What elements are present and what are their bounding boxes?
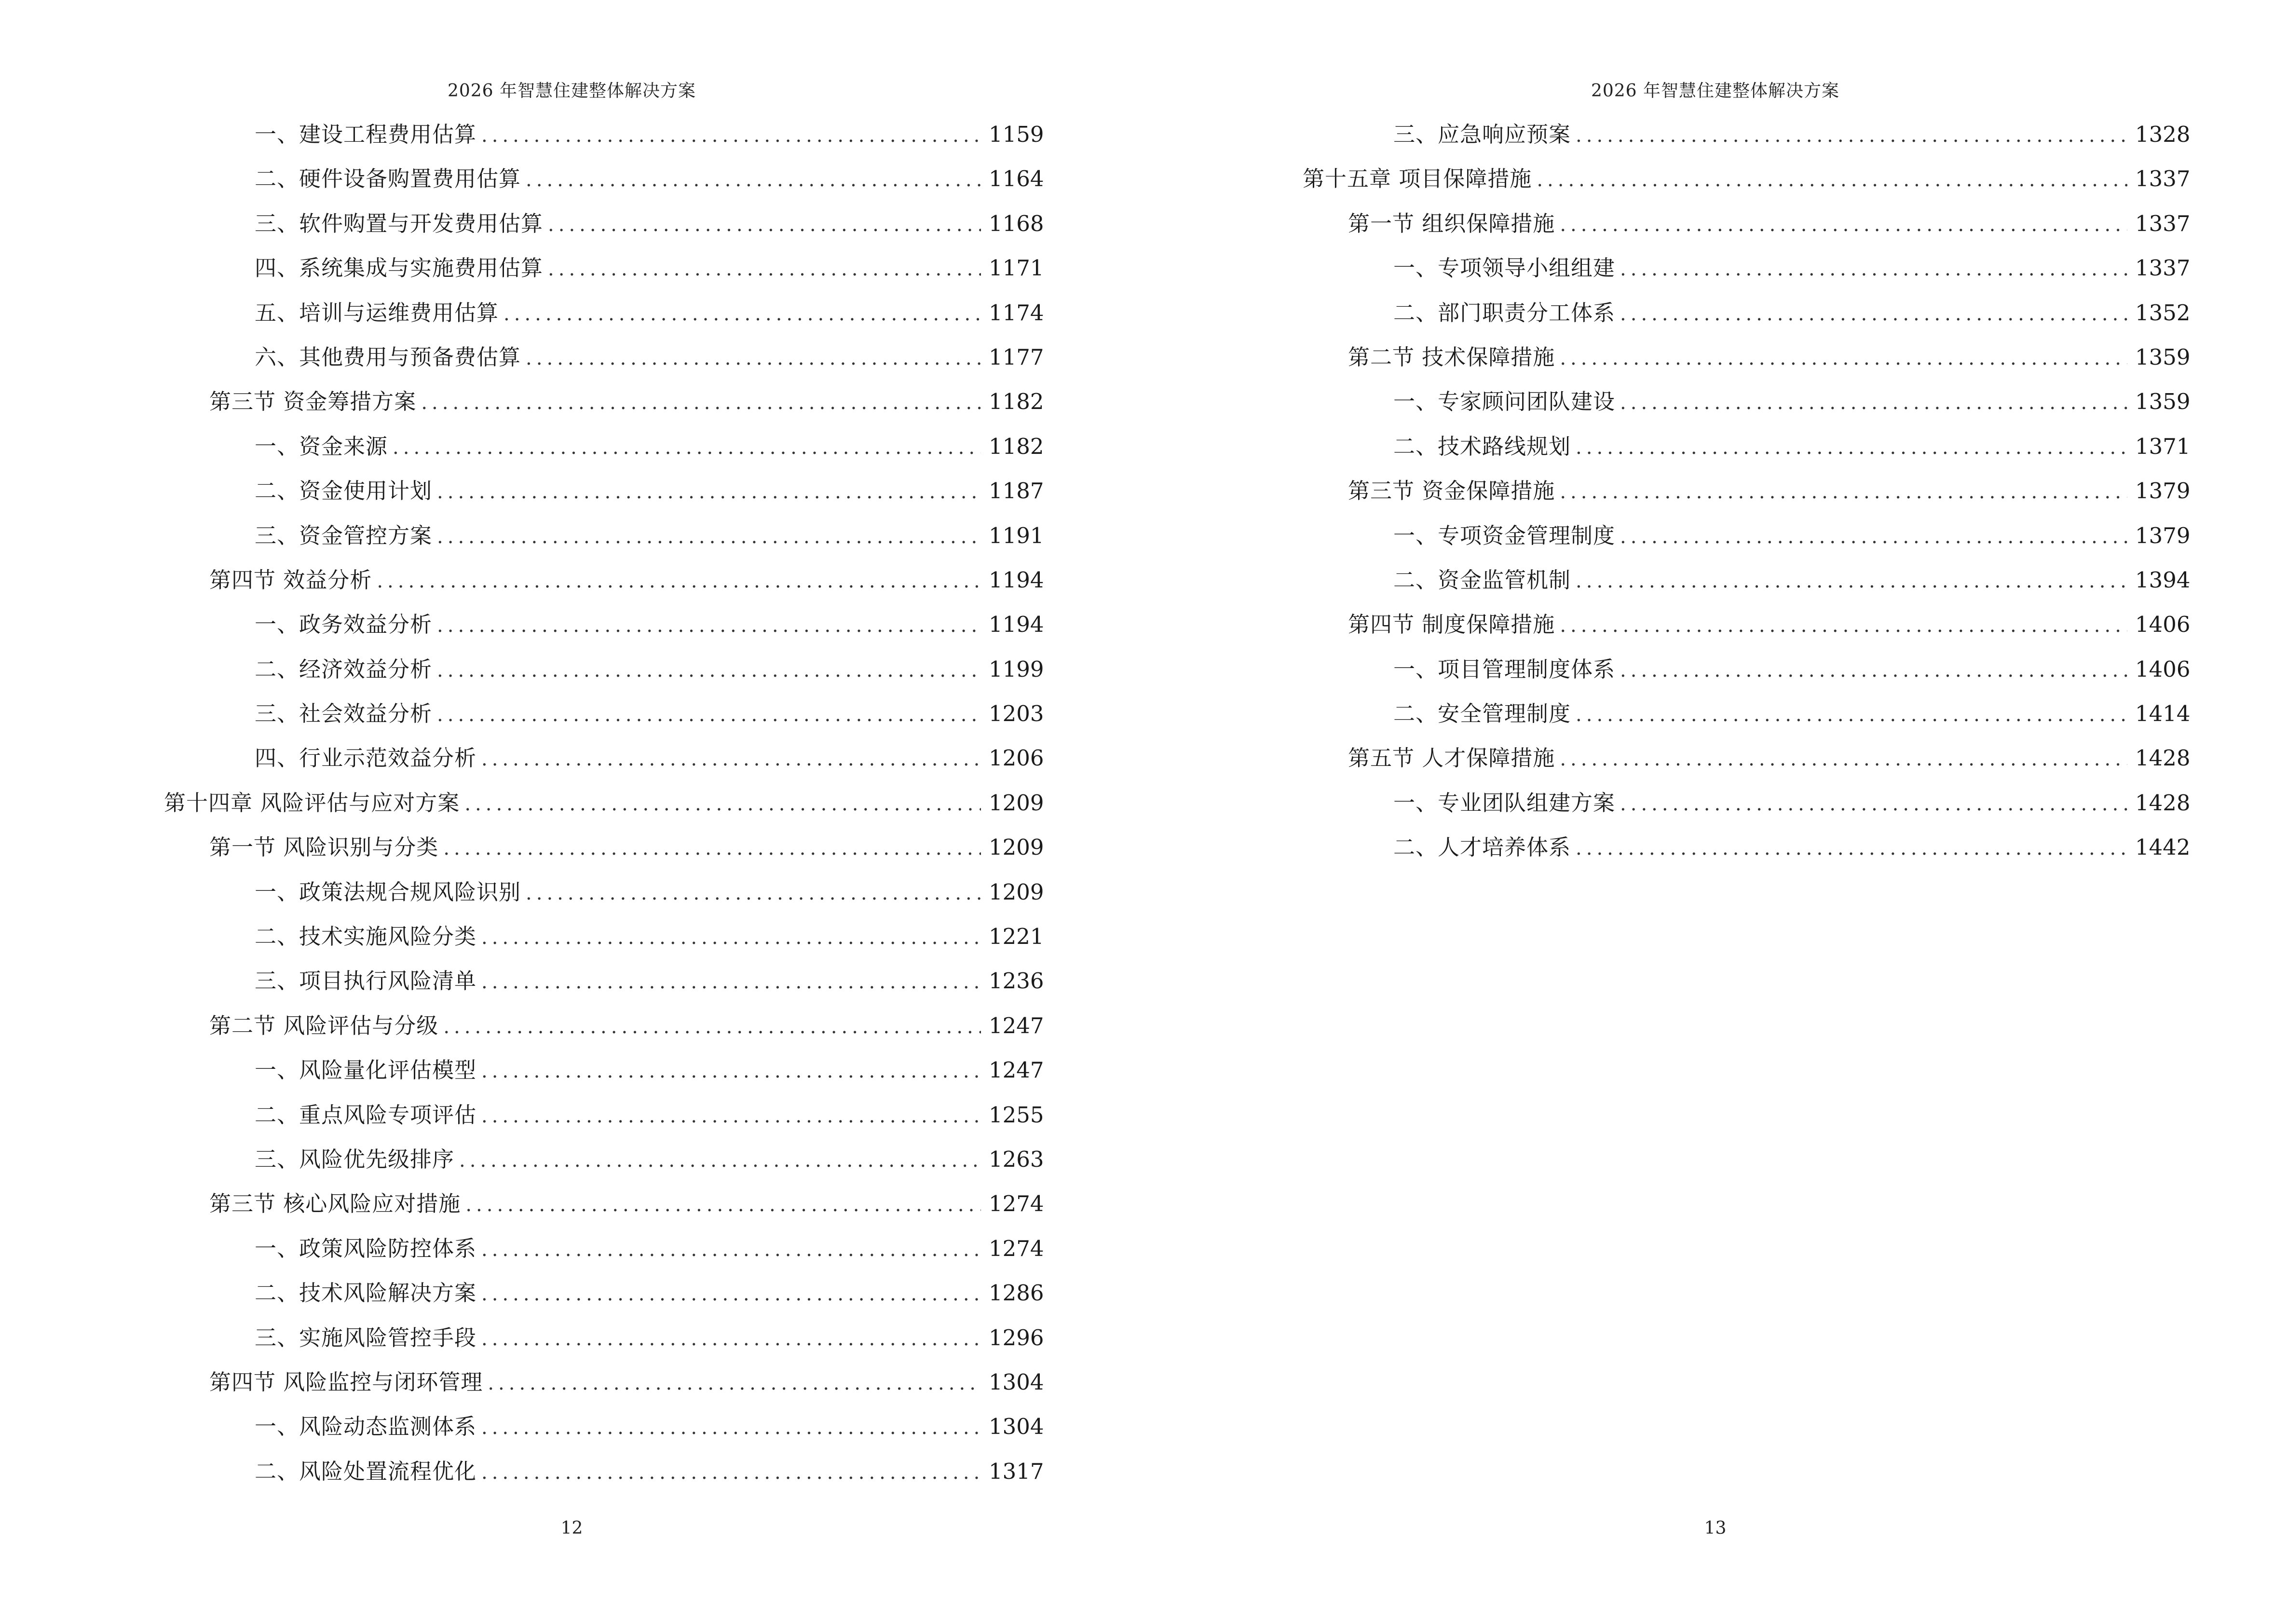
- toc-entry[interactable]: [1303, 432, 2191, 476]
- dot-leader: [548, 210, 981, 240]
- toc-entry-title: 一、专项领导小组组建: [1393, 255, 1616, 281]
- toc-entry-page-number: 1296: [989, 1324, 1044, 1351]
- toc-entry[interactable]: [1303, 832, 2191, 877]
- toc-entry-page-number: 1379: [2135, 478, 2191, 504]
- dot-leader: [421, 388, 981, 418]
- dot-leader: [437, 655, 981, 685]
- toc-entry[interactable]: [1303, 342, 2191, 387]
- dot-leader: [481, 1279, 981, 1309]
- toc-entry[interactable]: [1303, 120, 2191, 164]
- dot-leader: [1560, 210, 2127, 240]
- toc-entry-title: 四、系统集成与实施费用估算: [255, 255, 544, 281]
- toc-entry[interactable]: [1303, 253, 2191, 298]
- toc-entry-page-number: 1371: [2135, 433, 2191, 459]
- toc-entry-title: 二、人才培养体系: [1393, 834, 1571, 860]
- dot-leader: [1576, 566, 2127, 596]
- toc-entry-page-number: 1194: [989, 612, 1044, 638]
- toc-entry-title: 三、资金管控方案: [255, 522, 433, 548]
- dot-leader: [1560, 477, 2127, 507]
- toc-entry-title: 二、资金使用计划: [255, 478, 433, 504]
- toc-entry-title: 第二节 风险评估与分级: [209, 1012, 439, 1038]
- toc-entry[interactable]: [1303, 521, 2191, 565]
- dot-leader: [481, 1458, 981, 1488]
- toc-entry-page-number: 1337: [2135, 166, 2191, 192]
- toc-entry[interactable]: [1303, 565, 2191, 610]
- dot-leader: [459, 1146, 981, 1175]
- dot-leader: [437, 700, 981, 730]
- toc-entry-title: 第三节 核心风险应对措施: [209, 1191, 461, 1217]
- dot-leader: [481, 1324, 981, 1354]
- toc-entry[interactable]: [164, 1189, 1044, 1233]
- toc-entry[interactable]: [164, 877, 1044, 922]
- dot-leader: [481, 1101, 981, 1131]
- toc-entry-page-number: 1442: [2135, 834, 2191, 860]
- dot-leader: [1620, 388, 2127, 418]
- toc-entry-page-number: 1255: [989, 1102, 1044, 1128]
- dot-leader: [1560, 611, 2127, 641]
- toc-entry-title: 一、专家顾问团队建设: [1393, 389, 1616, 415]
- toc-entry-title: 二、风险处置流程优化: [255, 1458, 477, 1484]
- toc-entry[interactable]: [164, 432, 1044, 476]
- toc-entry-title: 三、实施风险管控手段: [255, 1324, 477, 1351]
- dot-leader: [1576, 433, 2127, 463]
- toc-entry-title: 三、项目执行风险清单: [255, 968, 477, 994]
- dot-leader: [526, 165, 981, 195]
- toc-entry[interactable]: [164, 521, 1044, 565]
- toc-entry-page-number: 1194: [989, 567, 1044, 593]
- toc-entry-title: 一、政策风险防控体系: [255, 1235, 477, 1261]
- toc-entry-page-number: 1209: [989, 790, 1044, 816]
- toc-entry-title: 一、风险动态监测体系: [255, 1414, 477, 1440]
- toc-entry-page-number: 1406: [2135, 656, 2191, 682]
- toc-entry[interactable]: [164, 610, 1044, 654]
- toc-entry-title: 一、政务效益分析: [255, 612, 433, 638]
- toc-entry-title: 二、技术实施风险分类: [255, 924, 477, 950]
- toc-entry[interactable]: [164, 1145, 1044, 1189]
- toc-entry-title: 一、资金来源: [255, 433, 388, 459]
- toc-entry[interactable]: [1303, 610, 2191, 654]
- toc-entry-page-number: 1203: [989, 701, 1044, 727]
- toc-entry[interactable]: [164, 565, 1044, 610]
- toc-list: [1303, 120, 2191, 877]
- toc-entry-page-number: 1191: [989, 522, 1044, 548]
- toc-entry-page-number: 1168: [989, 210, 1044, 236]
- toc-entry[interactable]: [1303, 655, 2191, 699]
- toc-entry-page-number: 1182: [989, 433, 1044, 459]
- dot-leader: [1576, 121, 2127, 150]
- toc-entry-page-number: 1286: [989, 1280, 1044, 1306]
- toc-entry-page-number: 1274: [989, 1235, 1044, 1261]
- toc-entry-title: 三、社会效益分析: [255, 701, 433, 727]
- toc-entry[interactable]: [164, 1278, 1044, 1323]
- dot-leader: [443, 1012, 981, 1042]
- toc-entry-page-number: 1221: [989, 924, 1044, 950]
- toc-entry-title: 第四节 风险监控与闭环管理: [209, 1369, 483, 1395]
- dot-leader: [481, 1235, 981, 1265]
- running-header: 2026 年智慧住建整体解决方案: [447, 81, 696, 101]
- dot-leader: [1620, 299, 2127, 329]
- dot-leader: [481, 923, 981, 953]
- toc-entry[interactable]: [164, 743, 1044, 788]
- toc-entry-title: 第四节 制度保障措施: [1348, 612, 1555, 638]
- dot-leader: [437, 522, 981, 552]
- toc-entry-title: 第一节 风险识别与分类: [209, 834, 439, 860]
- toc-entry[interactable]: [164, 922, 1044, 966]
- toc-entry-title: 一、专业团队组建方案: [1393, 790, 1616, 816]
- toc-entry-page-number: 1428: [2135, 745, 2191, 771]
- toc-entry[interactable]: [164, 1055, 1044, 1100]
- toc-list: [164, 120, 1044, 1501]
- toc-entry-page-number: 1414: [2135, 701, 2191, 727]
- toc-entry[interactable]: [164, 164, 1044, 208]
- toc-entry-page-number: 1171: [989, 255, 1044, 281]
- dot-leader: [1576, 700, 2127, 730]
- toc-entry-page-number: 1177: [989, 344, 1044, 370]
- toc-entry-page-number: 1337: [2135, 255, 2191, 281]
- toc-entry-page-number: 1394: [2135, 567, 2191, 593]
- toc-entry-title: 二、安全管理制度: [1393, 701, 1571, 727]
- dot-leader: [1537, 165, 2127, 195]
- toc-entry-page-number: 1247: [989, 1057, 1044, 1083]
- toc-entry[interactable]: [164, 1234, 1044, 1278]
- toc-entry[interactable]: [164, 699, 1044, 743]
- dot-leader: [481, 1413, 981, 1443]
- dot-leader: [488, 1368, 981, 1398]
- toc-entry[interactable]: [164, 342, 1044, 387]
- dot-leader: [464, 789, 981, 819]
- dot-leader: [504, 299, 981, 329]
- toc-entry-page-number: 1359: [2135, 389, 2191, 415]
- dot-leader: [1560, 343, 2127, 373]
- toc-entry-title: 一、风险量化评估模型: [255, 1057, 477, 1083]
- toc-entry[interactable]: [164, 1367, 1044, 1412]
- toc-entry-page-number: 1187: [989, 478, 1044, 504]
- toc-entry-title: 第二节 技术保障措施: [1348, 344, 1555, 370]
- toc-entry-page-number: 1209: [989, 834, 1044, 860]
- toc-entry-page-number: 1164: [989, 166, 1044, 192]
- toc-entry[interactable]: [164, 1100, 1044, 1145]
- toc-entry-title: 六、其他费用与预备费估算: [255, 344, 521, 370]
- dot-leader: [526, 878, 981, 908]
- toc-entry-page-number: 1247: [989, 1012, 1044, 1038]
- toc-entry-title: 第三节 资金保障措施: [1348, 478, 1555, 504]
- toc-entry-title: 一、政策法规合规风险识别: [255, 879, 521, 905]
- dot-leader: [1620, 254, 2127, 284]
- toc-entry-page-number: 1337: [2135, 210, 2191, 236]
- toc-entry[interactable]: [164, 387, 1044, 431]
- dot-leader: [465, 1190, 981, 1220]
- dot-leader: [1560, 744, 2127, 774]
- dot-leader: [443, 833, 981, 863]
- toc-entry-page-number: 1352: [2135, 300, 2191, 326]
- toc-entry[interactable]: [164, 788, 1044, 832]
- dot-leader: [1576, 833, 2127, 863]
- toc-entry-title: 第四节 效益分析: [209, 567, 372, 593]
- dot-leader: [1620, 655, 2127, 685]
- toc-entry-title: 第一节 组织保障措施: [1348, 210, 1555, 236]
- toc-entry-title: 一、专项资金管理制度: [1393, 522, 1616, 548]
- toc-entry[interactable]: [1303, 699, 2191, 743]
- toc-entry-title: 二、资金监管机制: [1393, 567, 1571, 593]
- toc-entry-page-number: 1199: [989, 656, 1044, 682]
- toc-entry-title: 第三节 资金筹措方案: [209, 389, 417, 415]
- toc-entry-title: 二、技术风险解决方案: [255, 1280, 477, 1306]
- dot-leader: [481, 121, 981, 150]
- dot-leader: [393, 433, 981, 463]
- toc-entry-title: 二、硬件设备购置费用估算: [255, 166, 521, 192]
- toc-entry-title: 第十五章 项目保障措施: [1303, 166, 1532, 192]
- toc-entry-title: 二、部门职责分工体系: [1393, 300, 1616, 326]
- toc-entry-title: 三、应急响应预案: [1393, 122, 1571, 147]
- toc-entry-page-number: 1328: [2135, 122, 2191, 147]
- toc-entry[interactable]: [1303, 164, 2191, 208]
- toc-entry-page-number: 1317: [989, 1458, 1044, 1484]
- dot-leader: [481, 967, 981, 997]
- toc-entry[interactable]: [164, 476, 1044, 520]
- toc-entry-title: 三、风险优先级排序: [255, 1146, 455, 1172]
- toc-entry-page-number: 1274: [989, 1191, 1044, 1217]
- toc-entry[interactable]: [164, 1457, 1044, 1501]
- right-page: [1144, 0, 2287, 1624]
- dot-leader: [481, 1056, 981, 1086]
- toc-entry-page-number: 1304: [989, 1369, 1044, 1395]
- toc-entry-title: 二、重点风险专项评估: [255, 1102, 477, 1128]
- toc-entry-title: 一、项目管理制度体系: [1393, 656, 1616, 682]
- toc-entry[interactable]: [1303, 298, 2191, 342]
- toc-entry-title: 二、技术路线规划: [1393, 433, 1571, 459]
- dot-leader: [481, 744, 981, 774]
- toc-entry-page-number: 1359: [2135, 344, 2191, 370]
- toc-entry[interactable]: [1303, 387, 2191, 431]
- toc-entry-page-number: 1379: [2135, 522, 2191, 548]
- toc-entry[interactable]: [164, 253, 1044, 298]
- page-number: 12: [560, 1518, 583, 1538]
- toc-entry-title: 二、经济效益分析: [255, 656, 433, 682]
- toc-entry-title: 第五节 人才保障措施: [1348, 745, 1555, 771]
- toc-entry-page-number: 1159: [989, 122, 1044, 147]
- toc-entry[interactable]: [164, 298, 1044, 342]
- toc-entry[interactable]: [164, 209, 1044, 253]
- toc-entry[interactable]: [1303, 743, 2191, 788]
- toc-entry-page-number: 1209: [989, 879, 1044, 905]
- toc-entry[interactable]: [1303, 788, 2191, 832]
- toc-entry-page-number: 1236: [989, 968, 1044, 994]
- toc-entry[interactable]: [164, 1412, 1044, 1456]
- toc-entry[interactable]: [164, 966, 1044, 1010]
- toc-entry[interactable]: [1303, 209, 2191, 253]
- toc-entry-page-number: 1304: [989, 1414, 1044, 1440]
- dot-leader: [377, 566, 981, 596]
- toc-entry-page-number: 1428: [2135, 790, 2191, 816]
- toc-entry-page-number: 1263: [989, 1146, 1044, 1172]
- page-number: 13: [1704, 1518, 1727, 1538]
- dot-leader: [526, 343, 981, 373]
- toc-entry-title: 一、建设工程费用估算: [255, 122, 477, 147]
- toc-entry-page-number: 1182: [989, 389, 1044, 415]
- toc-entry[interactable]: [164, 655, 1044, 699]
- toc-entry[interactable]: [164, 832, 1044, 877]
- dot-leader: [437, 477, 981, 507]
- dot-leader: [1620, 789, 2127, 819]
- toc-entry-page-number: 1206: [989, 745, 1044, 771]
- toc-entry[interactable]: [164, 1323, 1044, 1367]
- dot-leader: [437, 611, 981, 641]
- toc-entry[interactable]: [164, 120, 1044, 164]
- toc-entry[interactable]: [164, 1011, 1044, 1055]
- toc-entry-page-number: 1406: [2135, 612, 2191, 638]
- running-header: 2026 年智慧住建整体解决方案: [1591, 81, 1840, 101]
- toc-entry-title: 第十四章 风险评估与应对方案: [164, 790, 460, 816]
- toc-entry-title: 四、行业示范效益分析: [255, 745, 477, 771]
- toc-entry-title: 五、培训与运维费用估算: [255, 300, 499, 326]
- dot-leader: [548, 254, 981, 284]
- toc-entry-title: 三、软件购置与开发费用估算: [255, 210, 544, 236]
- dot-leader: [1620, 522, 2127, 552]
- toc-entry[interactable]: [1303, 476, 2191, 520]
- toc-entry-page-number: 1174: [989, 300, 1044, 326]
